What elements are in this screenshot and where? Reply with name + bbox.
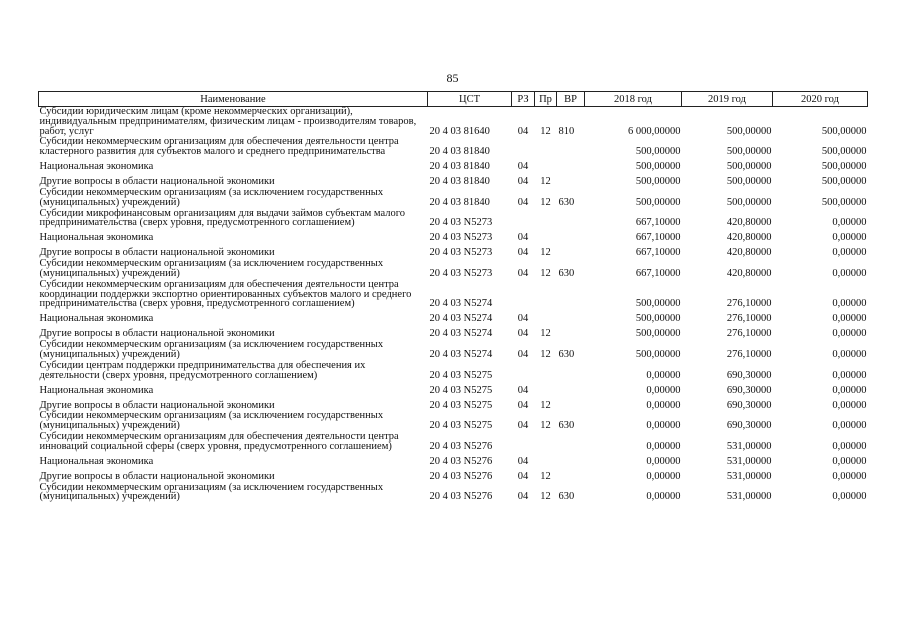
cell-name: Национальная экономика xyxy=(39,161,154,173)
cell-rz: 04 xyxy=(517,232,529,244)
cell-name: Другие вопросы в области национальной экономики xyxy=(39,176,275,188)
cell-2018: 667,10000 xyxy=(635,267,681,279)
cell-pr: 12 xyxy=(540,348,551,360)
cell-2019: 276,10000 xyxy=(726,298,772,310)
cell-code: 20 4 03 N5274 xyxy=(429,328,493,340)
cell-2018: 0,00000 xyxy=(646,399,681,411)
cell-rz: 04 xyxy=(517,455,529,467)
cell-2020: 0,00000 xyxy=(832,420,867,432)
cell-2019: 420,80000 xyxy=(726,217,772,229)
cell-2018: 0,00000 xyxy=(646,491,681,503)
table-row xyxy=(39,244,868,259)
cell-code: 20 4 03 N5273 xyxy=(429,217,493,229)
cell-2019: 531,00000 xyxy=(726,440,772,452)
cell-pr: 12 xyxy=(540,267,551,279)
cell-vr xyxy=(557,158,585,173)
cell-code: 20 4 03 81840 xyxy=(429,146,490,158)
cell-rz: 04 xyxy=(517,384,529,396)
cell-2019: 276,10000 xyxy=(726,313,772,325)
cell-vr xyxy=(557,325,585,340)
table-row xyxy=(39,107,868,138)
cell-2020: 500,00000 xyxy=(821,176,867,188)
cell-2018: 667,10000 xyxy=(635,217,681,229)
cell-name: Национальная экономика xyxy=(39,232,154,244)
cell-pr xyxy=(535,310,557,325)
cell-code: 20 4 03 N5276 xyxy=(429,440,493,452)
header-vr: ВР xyxy=(557,92,585,107)
cell-vr xyxy=(557,137,585,158)
table-row xyxy=(39,188,868,209)
cell-2019: 420,80000 xyxy=(726,247,772,259)
cell-2019: 690,30000 xyxy=(726,420,772,432)
cell-2018: 500,00000 xyxy=(635,146,681,158)
cell-rz xyxy=(512,280,535,310)
cell-code: 20 4 03 81840 xyxy=(429,161,490,173)
cell-vr: 630 xyxy=(558,420,575,432)
table-row xyxy=(39,396,868,411)
cell-vr xyxy=(557,280,585,310)
cell-vr xyxy=(557,244,585,259)
cell-2018: 0,00000 xyxy=(646,440,681,452)
cell-vr xyxy=(557,209,585,230)
cell-2020: 0,00000 xyxy=(832,217,867,229)
cell-rz: 04 xyxy=(517,420,529,432)
header-code: ЦСТ xyxy=(428,92,512,107)
cell-vr xyxy=(557,361,585,382)
cell-2019: 500,00000 xyxy=(726,161,772,173)
cell-name: Другие вопросы в области национальной экономики xyxy=(39,328,275,340)
cell-code: 20 4 03 N5276 xyxy=(429,470,493,482)
cell-2020: 0,00000 xyxy=(832,369,867,381)
table-row xyxy=(39,453,868,468)
cell-rz xyxy=(512,432,535,453)
cell-rz: 04 xyxy=(517,470,529,482)
table-row xyxy=(39,137,868,158)
cell-2019: 420,80000 xyxy=(726,232,772,244)
cell-name: Субсидии центрам поддержки предпринимательства для обеспечения их деятельности (сверх уровня, предусмотренного соглашением) xyxy=(39,359,366,381)
cell-vr: 630 xyxy=(558,267,575,279)
cell-rz: 04 xyxy=(517,161,529,173)
cell-2019: 276,10000 xyxy=(726,348,772,360)
table-row xyxy=(39,280,868,310)
cell-name: Национальная экономика xyxy=(39,384,154,396)
header-rz: РЗ xyxy=(512,92,535,107)
cell-name: Другие вопросы в области национальной экономики xyxy=(39,247,275,259)
cell-name: Субсидии некоммерческим организациям (за исключением государственных (муниципальных) учреждений) xyxy=(39,339,384,360)
table-row xyxy=(39,229,868,244)
cell-pr xyxy=(535,453,557,468)
table-row xyxy=(39,325,868,340)
cell-name: Субсидии некоммерческим организациям для обеспечения деятельности центра кластерного развития для субъектов малого и среднего предпринимательства xyxy=(39,136,399,158)
cell-2018: 0,00000 xyxy=(646,470,681,482)
cell-code: 20 4 03 N5274 xyxy=(429,348,493,360)
cell-pr: 12 xyxy=(540,247,551,259)
cell-rz: 04 xyxy=(517,125,529,137)
cell-vr xyxy=(557,468,585,483)
table-header xyxy=(39,92,868,107)
cell-code: 20 4 03 N5274 xyxy=(429,313,493,325)
cell-2020: 0,00000 xyxy=(832,298,867,310)
cell-code: 20 4 03 81840 xyxy=(429,176,490,188)
cell-2018: 667,10000 xyxy=(635,232,681,244)
cell-2018: 500,00000 xyxy=(635,348,681,360)
header-2018: 2018 год xyxy=(585,92,682,107)
table-row xyxy=(39,411,868,432)
table-row xyxy=(39,310,868,325)
cell-pr: 12 xyxy=(540,176,551,188)
cell-code: 20 4 03 N5275 xyxy=(429,420,493,432)
cell-2019: 500,00000 xyxy=(726,125,772,137)
cell-pr xyxy=(535,209,557,230)
cell-vr xyxy=(557,173,585,188)
cell-rz: 04 xyxy=(517,247,529,259)
cell-2020: 0,00000 xyxy=(832,232,867,244)
cell-2018: 6 000,00000 xyxy=(628,125,681,137)
header-2020: 2020 год xyxy=(773,92,868,107)
cell-name: Субсидии юридическим лицам (кроме некоммерческих организаций), индивидуальным предпринимателям, физическим лицам - производителям товаров, работ, услуг xyxy=(39,106,417,137)
cell-name: Субсидии некоммерческим организациям (за исключением государственных (муниципальных) учреждений) xyxy=(39,481,384,503)
cell-code: 20 4 03 N5273 xyxy=(429,247,493,259)
cell-pr xyxy=(535,229,557,244)
cell-pr: 12 xyxy=(540,399,551,411)
cell-pr xyxy=(535,432,557,453)
cell-2018: 0,00000 xyxy=(646,455,681,467)
cell-2018: 667,10000 xyxy=(635,247,681,259)
cell-rz: 04 xyxy=(517,399,529,411)
cell-2018: 500,00000 xyxy=(635,328,681,340)
cell-vr xyxy=(557,453,585,468)
cell-code: 20 4 03 N5275 xyxy=(429,369,493,381)
cell-rz: 04 xyxy=(517,267,529,279)
cell-code: 20 4 03 N5273 xyxy=(429,232,493,244)
cell-name: Другие вопросы в области национальной экономики xyxy=(39,470,275,482)
cell-2020: 0,00000 xyxy=(832,384,867,396)
cell-pr: 12 xyxy=(540,196,551,208)
cell-code: 20 4 03 N5274 xyxy=(429,298,493,310)
cell-2019: 690,30000 xyxy=(726,384,772,396)
table-row xyxy=(39,432,868,453)
cell-2020: 0,00000 xyxy=(832,348,867,360)
cell-2018: 0,00000 xyxy=(646,420,681,432)
table-row xyxy=(39,340,868,361)
cell-pr: 12 xyxy=(540,470,551,482)
cell-code: 20 4 03 N5275 xyxy=(429,399,493,411)
cell-pr xyxy=(535,280,557,310)
cell-2020: 0,00000 xyxy=(832,440,867,452)
cell-name: Национальная экономика xyxy=(39,313,154,325)
cell-rz: 04 xyxy=(517,176,529,188)
cell-rz: 04 xyxy=(517,313,529,325)
cell-vr: 630 xyxy=(558,196,575,208)
cell-vr: 630 xyxy=(558,491,575,503)
cell-code: 20 4 03 N5275 xyxy=(429,384,493,396)
cell-2020: 0,00000 xyxy=(832,247,867,259)
cell-name: Субсидии микрофинансовым организациям для выдачи займов субъектам малого предпринимательства (сверх уровня, предусмотренного соглашением) xyxy=(39,207,405,229)
table-row xyxy=(39,361,868,382)
cell-vr xyxy=(557,229,585,244)
cell-rz: 04 xyxy=(517,196,529,208)
cell-2018: 0,00000 xyxy=(646,369,681,381)
cell-vr xyxy=(557,310,585,325)
cell-pr: 12 xyxy=(540,328,551,340)
cell-pr xyxy=(535,361,557,382)
cell-name: Субсидии некоммерческим организациям для обеспечения деятельности центра координации поддержки экспортно ориентированных субъектов малого и среднего предпринимательства (сверх уровня, предусмотренного соглашением) xyxy=(39,278,412,310)
cell-2020: 500,00000 xyxy=(821,146,867,158)
page-number: 85 xyxy=(446,71,459,85)
cell-2018: 500,00000 xyxy=(635,161,681,173)
cell-2020: 0,00000 xyxy=(832,313,867,325)
cell-2018: 500,00000 xyxy=(635,176,681,188)
cell-2020: 0,00000 xyxy=(832,470,867,482)
cell-2020: 500,00000 xyxy=(821,196,867,208)
cell-pr xyxy=(535,158,557,173)
table-body xyxy=(39,107,868,504)
cell-pr: 12 xyxy=(540,491,551,503)
cell-2019: 276,10000 xyxy=(726,328,772,340)
cell-2019: 531,00000 xyxy=(726,491,772,503)
cell-name: Субсидии некоммерческим организациям (за исключением государственных (муниципальных) учреждений) xyxy=(39,186,384,208)
cell-2019: 500,00000 xyxy=(726,176,772,188)
cell-2019: 690,30000 xyxy=(726,399,772,411)
table-row xyxy=(39,209,868,230)
cell-vr xyxy=(557,432,585,453)
cell-pr: 12 xyxy=(540,420,551,432)
cell-pr xyxy=(535,381,557,396)
cell-rz: 04 xyxy=(517,348,529,360)
cell-2020: 0,00000 xyxy=(832,328,867,340)
cell-2019: 500,00000 xyxy=(726,146,772,158)
cell-2020: 0,00000 xyxy=(832,455,867,467)
cell-2019: 690,30000 xyxy=(726,369,772,381)
cell-2019: 531,00000 xyxy=(726,470,772,482)
cell-code: 20 4 03 N5276 xyxy=(429,455,493,467)
cell-name: Субсидии некоммерческим организациям (за исключением государственных (муниципальных) учреждений) xyxy=(39,258,384,279)
cell-2019: 531,00000 xyxy=(726,455,772,467)
table-row xyxy=(39,158,868,173)
cell-2020: 500,00000 xyxy=(821,161,867,173)
cell-2020: 0,00000 xyxy=(832,399,867,411)
cell-rz xyxy=(512,209,535,230)
cell-name: Национальная экономика xyxy=(39,455,154,467)
cell-2020: 500,00000 xyxy=(821,125,867,137)
cell-vr xyxy=(557,381,585,396)
cell-rz xyxy=(512,137,535,158)
budget-table xyxy=(38,91,868,503)
cell-2018: 0,00000 xyxy=(646,384,681,396)
table-row xyxy=(39,259,868,280)
cell-2019: 500,00000 xyxy=(726,196,772,208)
header-name: Наименование xyxy=(39,92,428,107)
cell-rz: 04 xyxy=(517,328,529,340)
cell-2018: 500,00000 xyxy=(635,298,681,310)
cell-rz xyxy=(512,361,535,382)
table-row xyxy=(39,173,868,188)
cell-vr: 630 xyxy=(558,348,575,360)
cell-2018: 500,00000 xyxy=(635,196,681,208)
cell-2020: 0,00000 xyxy=(832,267,867,279)
cell-vr xyxy=(557,396,585,411)
cell-vr: 810 xyxy=(558,125,575,137)
cell-2018: 500,00000 xyxy=(635,313,681,325)
cell-pr: 12 xyxy=(540,125,551,137)
cell-name: Субсидии некоммерческим организациям (за исключением государственных (муниципальных) учреждений) xyxy=(39,410,384,432)
cell-name: Субсидии некоммерческим организациям для обеспечения деятельности центра инноваций социальной сферы (сверх уровня, предусмотренного соглашением) xyxy=(39,430,399,452)
table-row xyxy=(39,381,868,396)
header-pr: Пр xyxy=(535,92,557,107)
cell-code: 20 4 03 N5273 xyxy=(429,267,493,279)
cell-pr xyxy=(535,137,557,158)
table-row xyxy=(39,483,868,504)
cell-code: 20 4 03 81640 xyxy=(429,125,490,137)
cell-code: 20 4 03 81840 xyxy=(429,196,490,208)
cell-rz: 04 xyxy=(517,491,529,503)
cell-2019: 420,80000 xyxy=(726,267,772,279)
cell-2020: 0,00000 xyxy=(832,491,867,503)
table-row xyxy=(39,468,868,483)
header-2019: 2019 год xyxy=(682,92,773,107)
cell-code: 20 4 03 N5276 xyxy=(429,491,493,503)
cell-name: Другие вопросы в области национальной экономики xyxy=(39,399,275,411)
